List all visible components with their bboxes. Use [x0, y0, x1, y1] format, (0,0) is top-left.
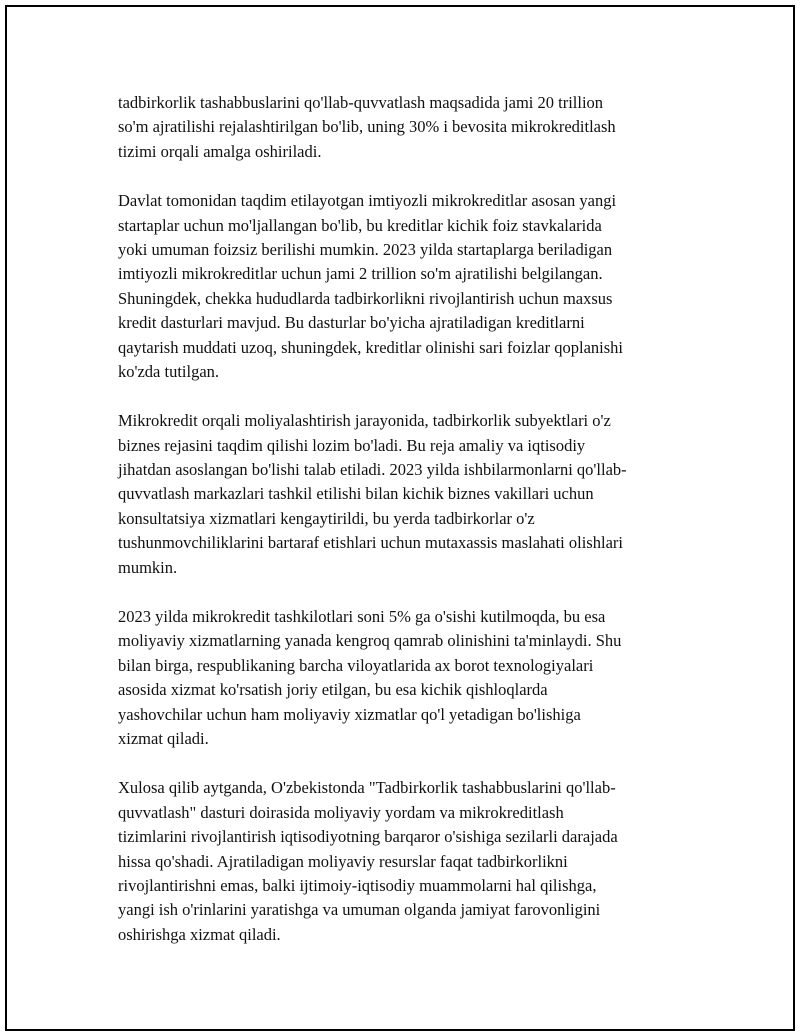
text-line: tizimi orqali amalga oshiriladi.: [118, 141, 322, 161]
text-line: yoki umuman foizsiz berilishi mumkin. 2023 yilda startaplarga beriladigan: [118, 239, 613, 259]
text-line: imtiyozli mikrokreditlar uchun jami 2 trillion so'm ajratilishi belgilangan.: [118, 264, 603, 284]
text-line: hissa qo'shadi. Ajratiladigan moliyaviy resurslar faqat tadbirkorlikni: [118, 851, 568, 871]
text-line: yangi ish o'rinlarini yaratishga va umuman olganda jamiyat farovonligini: [118, 900, 601, 920]
text-line: Xulosa qilib aytganda, O'zbekistonda "Tadbirkorlik tashabbuslarini qo'llab-: [118, 778, 616, 798]
text-line: oshirishga xizmat qiladi.: [118, 924, 281, 944]
text-line: startaplar uchun mo'ljallangan bo'lib, bu kreditlar kichik foiz stavkalarida: [118, 215, 602, 235]
text-line: quvvatlash" dasturi doirasida moliyaviy yordam va mikrokreditlash: [118, 802, 564, 822]
text-line: qaytarish muddati uzoq, shuningdek, kreditlar olinishi sari foizlar qoplanishi: [118, 337, 623, 357]
text-line: tadbirkorlik tashabbuslarini qo'llab-quvvatlash maqsadida jami 20 trillion: [118, 93, 604, 112]
text-line: jihatdan asoslangan bo'lishi talab etiladi. 2023 yilda ishbilarmonlarni qo'llab-: [118, 460, 627, 480]
text-line: rivojlantirishni emas, balki ijtimoiy-iqtisodiy muammolarni hal qilishga,: [118, 875, 597, 895]
text-line: moliyaviy xizmatlarning yanada kengroq qamrab olinishini ta'minlaydi. Shu: [118, 631, 622, 651]
text-line: kredit dasturlari mavjud. Bu dasturlar bo'yicha ajratiladigan kreditlarni: [118, 313, 585, 333]
paragraph-1: [118, 91, 698, 164]
paragraph-2: [118, 189, 698, 384]
paragraph-5: [118, 776, 698, 947]
text-line: Mikrokredit orqali moliyalashtirish jarayonida, tadbirkorlik subyektlari o'z: [118, 411, 611, 431]
text-line: konsultatsiya xizmatlari kengaytirildi, bu yerda tadbirkorlar o'z: [118, 508, 535, 528]
text-line: so'm ajratilishi rejalashtirilgan bo'lib, uning 30% i bevosita mikrokreditlash: [118, 117, 616, 137]
paragraph-4: [118, 605, 698, 751]
text-line: ko'zda tutilgan.: [118, 361, 220, 381]
text-line: biznes rejasini taqdim qilishi lozim bo'ladi. Bu reja amaliy va iqtisodiy: [118, 435, 586, 455]
document-body: [118, 91, 698, 972]
paragraph-3: [118, 409, 698, 580]
text-line: tizimlarini rivojlantirish iqtisodiyotning barqaror o'sishiga sezilarli darajada: [118, 827, 618, 847]
text-line: quvvatlash markazlari tashkil etilishi bilan kichik biznes vakillari uchun: [118, 484, 594, 504]
text-line: xizmat qiladi.: [118, 728, 209, 748]
text-line: Davlat tomonidan taqdim etilayotgan imtiyozli mikrokreditlar asosan yangi: [118, 191, 617, 211]
text-line: bilan birga, respublikaning barcha viloyatlarida ax borot texnologiyalari: [118, 655, 594, 675]
text-line: 2023 yilda mikrokredit tashkilotlari soni 5% ga o'sishi kutilmoqda, bu esa: [118, 607, 606, 627]
text-line: mumkin.: [118, 557, 178, 577]
text-line: tushunmovchiliklarini bartaraf etishlari uchun mutaxassis maslahati olishlari: [118, 533, 623, 553]
text-line: Shuningdek, chekka hududlarda tadbirkorlikni rivojlantirish uchun maxsus: [118, 288, 613, 308]
text-line: yashovchilar uchun ham moliyaviy xizmatlar qo'l yetadigan bo'lishiga: [118, 704, 581, 724]
text-line: asosida xizmat ko'rsatish joriy etilgan, bu esa kichik qishloqlarda: [118, 680, 548, 700]
